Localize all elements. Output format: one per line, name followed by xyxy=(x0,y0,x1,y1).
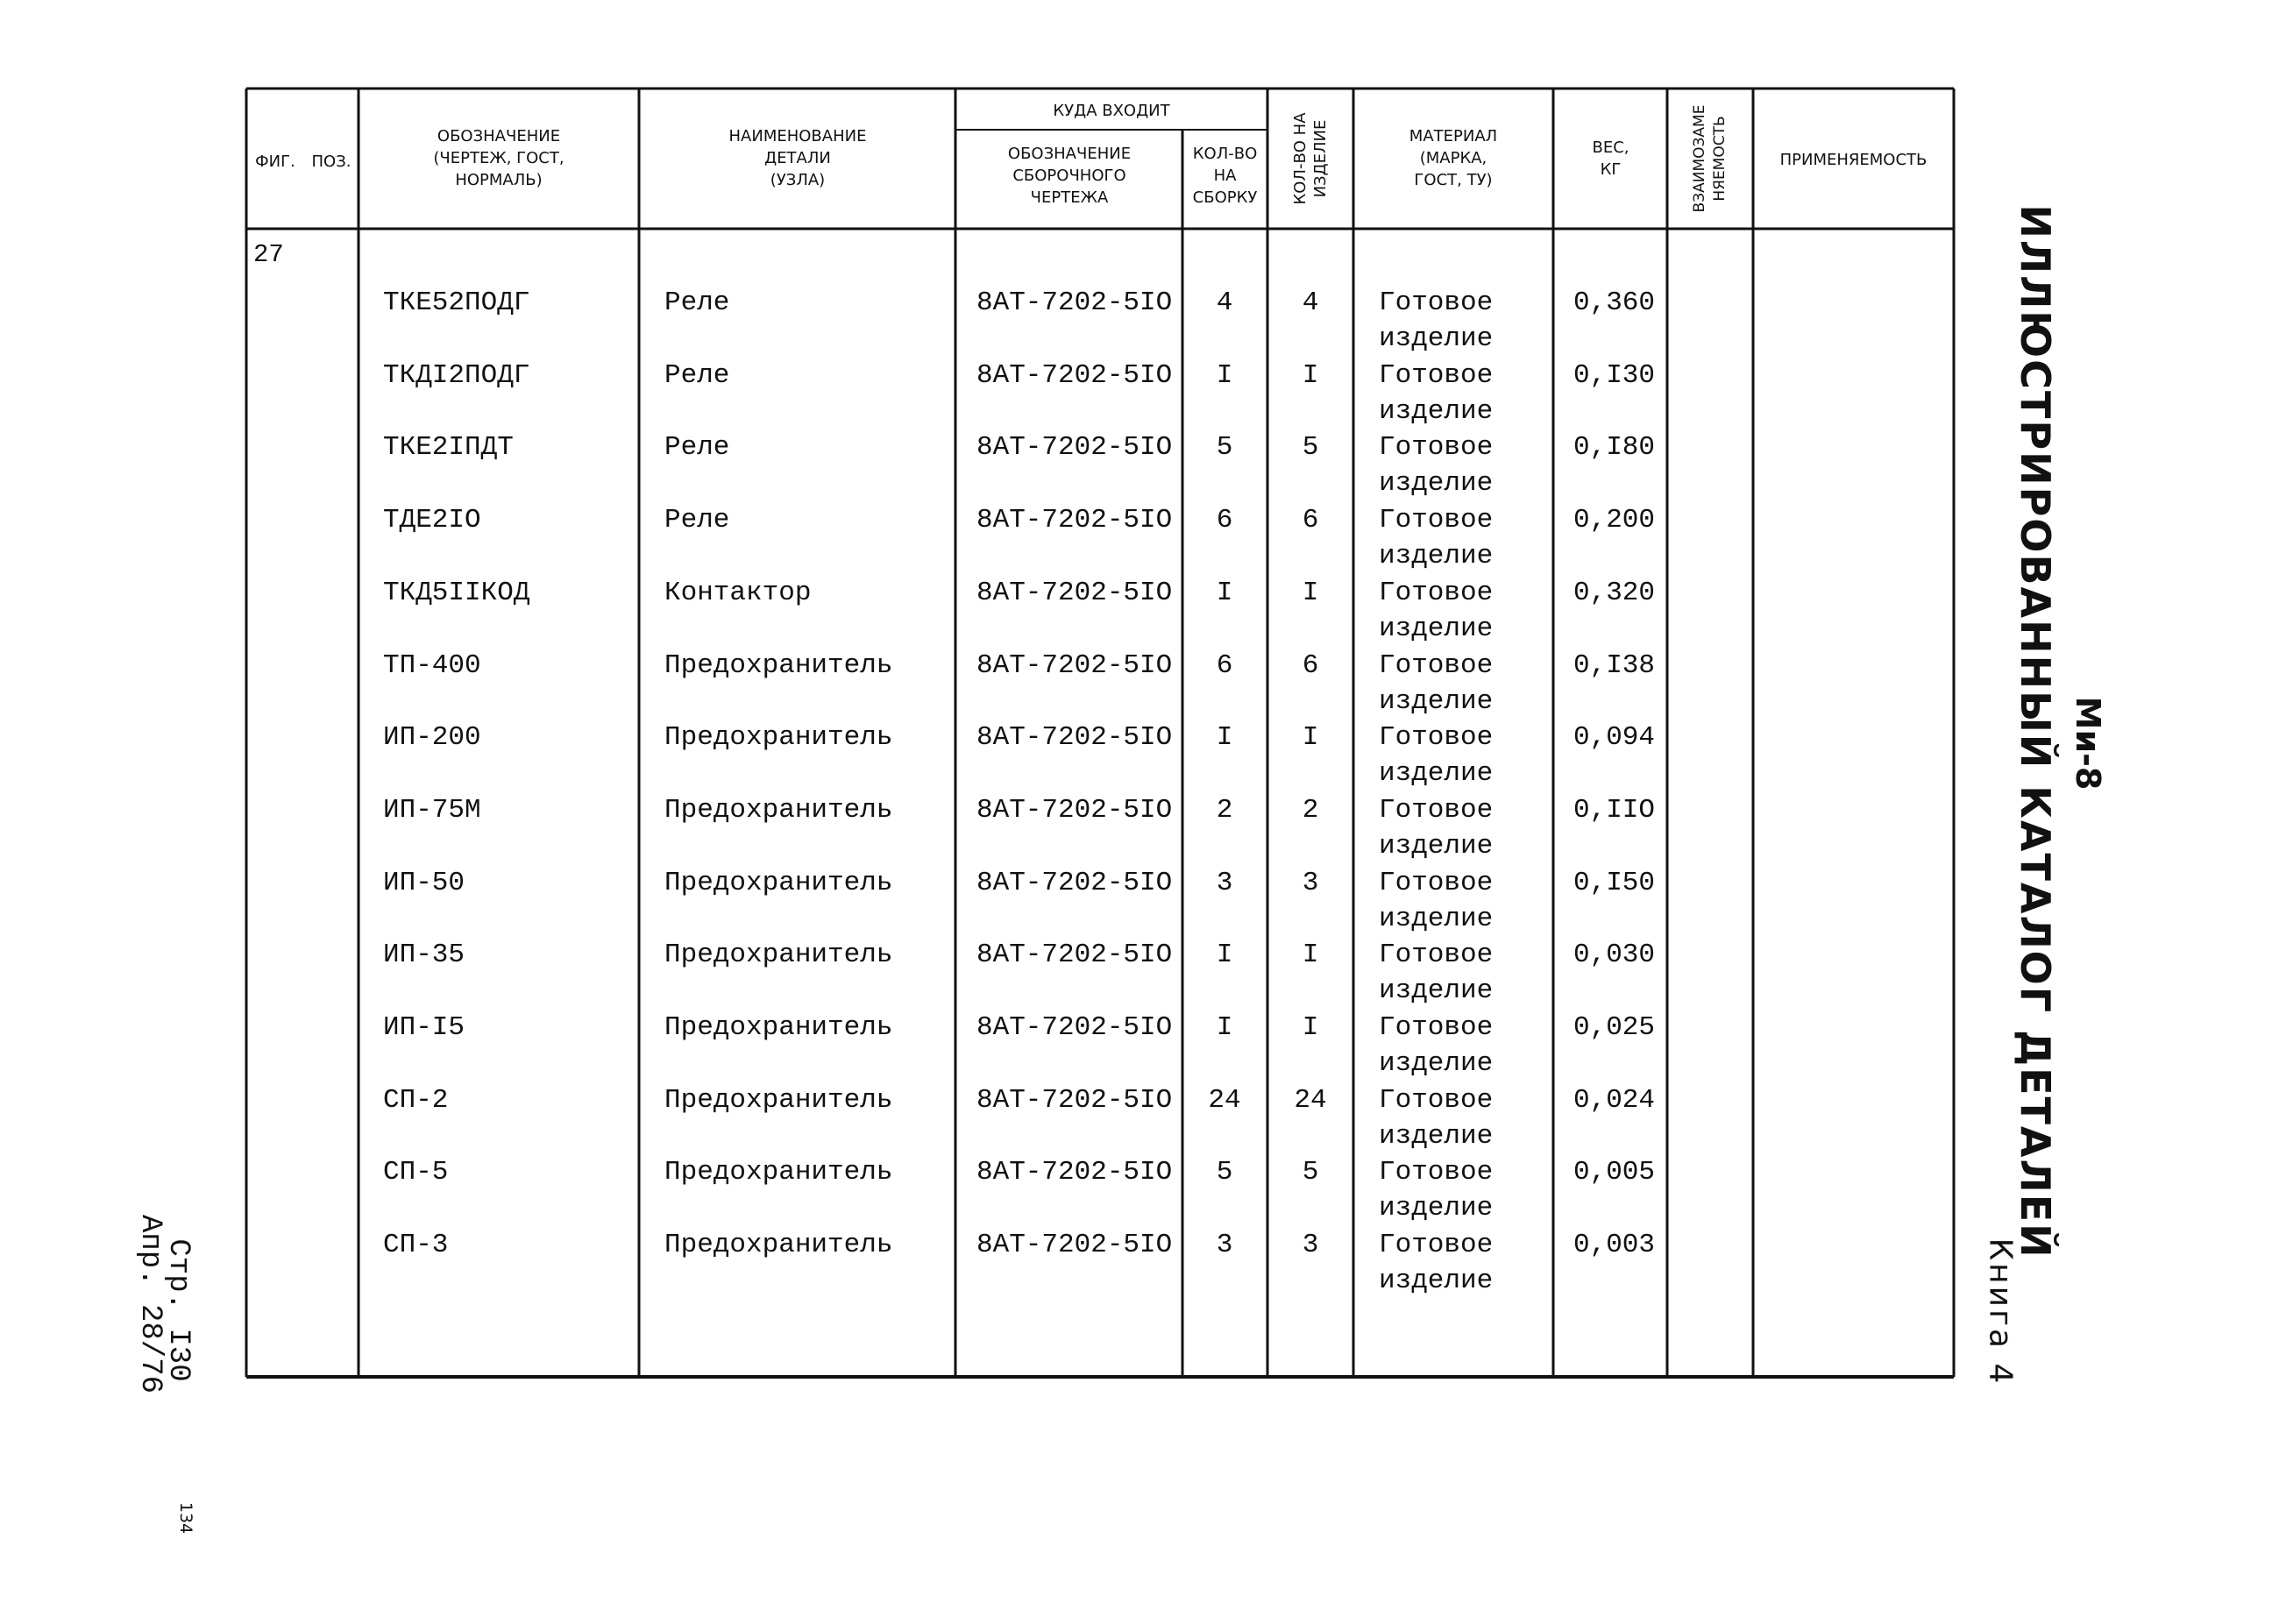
material-cell: Готовое xyxy=(1379,1084,1494,1116)
material-cell: Готовое xyxy=(1379,940,1494,971)
header-weight: ВЕС, КГ xyxy=(1592,138,1629,179)
designation-cell: СП-3 xyxy=(383,1230,449,1261)
assembly-drawing-cell: 8АТ-7202-5IO xyxy=(976,940,1173,971)
assembly-drawing-cell: 8АТ-7202-5IO xyxy=(976,287,1173,318)
material-cell: Готовое xyxy=(1379,794,1494,826)
material-cell-line2: изделие xyxy=(1379,323,1494,354)
material-cell: Готовое xyxy=(1379,359,1494,391)
weight-cell: 0,I30 xyxy=(1573,359,1656,391)
assembly-drawing-cell: 8АТ-7202-5IO xyxy=(976,577,1173,608)
material-cell: Готовое xyxy=(1379,1230,1494,1261)
weight-cell: 0,I80 xyxy=(1573,432,1656,464)
weight-cell: 0,I38 xyxy=(1573,649,1656,681)
figure-number: 27 xyxy=(253,240,284,269)
revision-date: Апр. 28/76 xyxy=(133,1214,167,1394)
assembly-drawing-cell: 8АТ-7202-5IO xyxy=(976,1230,1173,1261)
assembly-drawing-cell: 8АТ-7202-5IO xyxy=(976,1157,1173,1188)
qty-assembly-cell: I xyxy=(1216,1012,1233,1043)
material-cell: Готовое xyxy=(1379,577,1494,608)
qty-product-cell: 3 xyxy=(1302,867,1319,898)
part-name-cell: Предохранитель xyxy=(664,1084,893,1116)
qty-product-cell: I xyxy=(1302,577,1319,608)
material-cell: Готовое xyxy=(1379,287,1494,318)
header-material: МАТЕРИАЛ (МАРКА, ГОСТ, ТУ) xyxy=(1409,127,1498,189)
qty-assembly-cell: 3 xyxy=(1216,867,1233,898)
assembly-drawing-cell: 8АТ-7202-5IO xyxy=(976,649,1173,681)
part-name-cell: Предохранитель xyxy=(664,940,893,971)
qty-product-cell: 4 xyxy=(1302,287,1319,318)
weight-cell: 0,IIO xyxy=(1573,794,1656,826)
header-interchangeability: ВЗАИМОЗАМЕ НЯЕМОСТЬ xyxy=(1691,104,1729,213)
weight-cell: 0,320 xyxy=(1573,577,1656,608)
material-cell: Готовое xyxy=(1379,722,1494,754)
designation-cell: ИП-50 xyxy=(383,867,465,898)
qty-product-cell: 6 xyxy=(1302,505,1319,536)
qty-product-cell: 5 xyxy=(1302,432,1319,464)
weight-cell: 0,094 xyxy=(1573,722,1656,754)
qty-product-cell: 2 xyxy=(1302,794,1319,826)
designation-cell: ИП-200 xyxy=(383,722,481,754)
qty-assembly-cell: I xyxy=(1216,722,1233,754)
header-qty-product: КОЛ-ВО НА ИЗДЕЛИЕ xyxy=(1291,112,1330,205)
designation-cell: ТКЕ52ПОДГ xyxy=(383,287,530,318)
material-cell-line2: изделие xyxy=(1379,758,1494,790)
weight-cell: 0,360 xyxy=(1573,287,1656,318)
weight-cell: 0,025 xyxy=(1573,1012,1656,1043)
qty-assembly-cell: 6 xyxy=(1216,505,1233,536)
header-where-used: КУДА ВХОДИТ xyxy=(1053,102,1170,120)
header-designation: ОБОЗНАЧЕНИЕ (ЧЕРТЕЖ, ГОСТ, НОРМАЛЬ) xyxy=(433,127,564,189)
qty-product-cell: 24 xyxy=(1294,1084,1327,1116)
catalog-title: ИЛЛЮСТРИРОВАННЫЙ КАТАЛОГ ДЕТАЛЕЙ xyxy=(2012,204,2059,1259)
qty-assembly-cell: I xyxy=(1216,359,1233,391)
part-name-cell: Предохранитель xyxy=(664,722,893,754)
qty-assembly-cell: I xyxy=(1216,940,1233,971)
material-cell-line2: изделие xyxy=(1379,903,1494,934)
part-name-cell: Реле xyxy=(664,432,730,464)
material-cell: Готовое xyxy=(1379,1157,1494,1188)
qty-assembly-cell: 4 xyxy=(1216,287,1233,318)
header-assembly-drawing: ОБОЗНАЧЕНИЕ СБОРОЧНОГО ЧЕРТЕЖА xyxy=(1007,145,1132,207)
material-cell-line2: изделие xyxy=(1379,1048,1494,1079)
material-cell-line2: изделие xyxy=(1379,1193,1494,1224)
designation-cell: ТКД5IIКОД xyxy=(383,577,530,608)
header-fig: ФИГ. xyxy=(255,152,295,171)
designation-cell: ТП-400 xyxy=(383,649,481,681)
qty-product-cell: 6 xyxy=(1302,649,1319,681)
material-cell-line2: изделие xyxy=(1379,975,1494,1007)
designation-cell: ТДЕ2IO xyxy=(383,505,481,536)
assembly-drawing-cell: 8АТ-7202-5IO xyxy=(976,505,1173,536)
assembly-drawing-cell: 8АТ-7202-5IO xyxy=(976,722,1173,754)
material-cell-line2: изделие xyxy=(1379,685,1494,717)
qty-product-cell: I xyxy=(1302,722,1319,754)
material-cell-line2: изделие xyxy=(1379,830,1494,862)
designation-cell: СП-2 xyxy=(383,1084,449,1116)
material-cell-line2: изделие xyxy=(1379,1266,1494,1297)
part-name-cell: Контактор xyxy=(664,577,812,608)
designation-cell: ИП-75М xyxy=(383,794,481,826)
part-name-cell: Предохранитель xyxy=(664,794,893,826)
qty-product-cell: 5 xyxy=(1302,1157,1319,1188)
designation-cell: ТКЕ2IПДТ xyxy=(383,432,514,464)
designation-cell: ИП-I5 xyxy=(383,1012,465,1043)
assembly-drawing-cell: 8АТ-7202-5IO xyxy=(976,867,1173,898)
header-qty-assembly: КОЛ-ВО НА СБОРКУ xyxy=(1192,145,1258,207)
weight-cell: 0,200 xyxy=(1573,505,1656,536)
sheet-number: 134 xyxy=(176,1501,195,1535)
designation-cell: ИП-35 xyxy=(383,940,465,971)
material-cell: Готовое xyxy=(1379,432,1494,464)
part-name-cell: Предохранитель xyxy=(664,867,893,898)
part-name-cell: Предохранитель xyxy=(664,1230,893,1261)
part-name-cell: Предохранитель xyxy=(664,1012,893,1043)
weight-cell: 0,030 xyxy=(1573,940,1656,971)
weight-cell: 0,I50 xyxy=(1573,867,1656,898)
part-name-cell: Реле xyxy=(664,359,730,391)
material-cell: Готовое xyxy=(1379,649,1494,681)
aircraft-title: Ми-8 xyxy=(2069,696,2107,791)
part-name-cell: Реле xyxy=(664,505,730,536)
page-number: Стр. I30 xyxy=(161,1238,195,1382)
qty-assembly-cell: I xyxy=(1216,577,1233,608)
material-cell-line2: изделие xyxy=(1379,613,1494,644)
weight-cell: 0,003 xyxy=(1573,1230,1656,1261)
material-cell-line2: изделие xyxy=(1379,541,1494,572)
qty-assembly-cell: 3 xyxy=(1216,1230,1233,1261)
header-applicability: ПРИМЕНЯЕМОСТЬ xyxy=(1779,151,1928,169)
part-name-cell: Предохранитель xyxy=(664,1157,893,1188)
material-cell-line2: изделие xyxy=(1379,1120,1494,1152)
designation-cell: СП-5 xyxy=(383,1157,449,1188)
assembly-drawing-cell: 8АТ-7202-5IO xyxy=(976,432,1173,464)
weight-cell: 0,005 xyxy=(1573,1157,1656,1188)
qty-assembly-cell: 6 xyxy=(1216,649,1233,681)
qty-assembly-cell: 5 xyxy=(1216,432,1233,464)
header-name: НАИМЕНОВАНИЕ ДЕТАЛИ (УЗЛА) xyxy=(728,127,867,189)
qty-assembly-cell: 5 xyxy=(1216,1157,1233,1188)
qty-product-cell: 3 xyxy=(1302,1230,1319,1261)
qty-assembly-cell: 2 xyxy=(1216,794,1233,826)
qty-product-cell: I xyxy=(1302,1012,1319,1043)
weight-cell: 0,024 xyxy=(1573,1084,1656,1116)
assembly-drawing-cell: 8АТ-7202-5IO xyxy=(976,794,1173,826)
assembly-drawing-cell: 8АТ-7202-5IO xyxy=(976,1084,1173,1116)
qty-product-cell: I xyxy=(1302,359,1319,391)
designation-cell: ТКДI2ПОДГ xyxy=(383,359,530,391)
material-cell: Готовое xyxy=(1379,505,1494,536)
assembly-drawing-cell: 8АТ-7202-5IO xyxy=(976,1012,1173,1043)
part-name-cell: Предохранитель xyxy=(664,649,893,681)
qty-product-cell: I xyxy=(1302,940,1319,971)
book-number: Книга 4 xyxy=(1982,1238,2019,1386)
material-cell: Готовое xyxy=(1379,867,1494,898)
header-pos: ПОЗ. xyxy=(311,152,351,171)
part-name-cell: Реле xyxy=(664,287,730,318)
qty-assembly-cell: 24 xyxy=(1208,1084,1241,1116)
material-cell-line2: изделие xyxy=(1379,468,1494,500)
assembly-drawing-cell: 8АТ-7202-5IO xyxy=(976,359,1173,391)
material-cell: Готовое xyxy=(1379,1012,1494,1043)
material-cell-line2: изделие xyxy=(1379,395,1494,427)
